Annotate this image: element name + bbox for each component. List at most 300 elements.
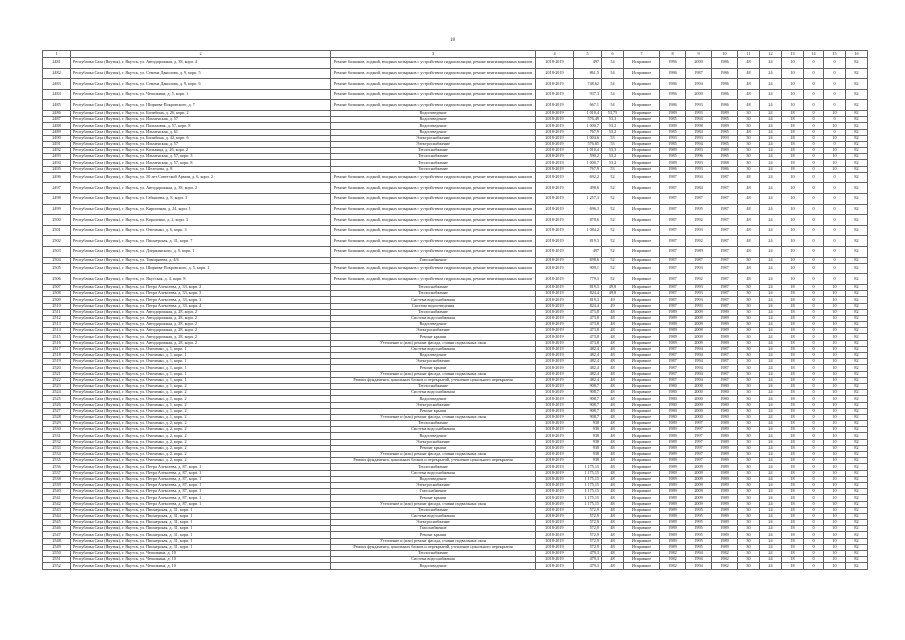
state-cell: Исправное: [624, 89, 660, 100]
value-cell: 82: [846, 148, 868, 154]
state-cell: Исправное: [624, 334, 660, 340]
year-cell: 1993: [686, 148, 712, 154]
year-cell: 1987: [712, 215, 738, 226]
value-cell: 0: [804, 476, 824, 482]
state-cell: Исправное: [624, 371, 660, 377]
work-type-cell: Ремонт балконов, лоджий, входных козырьков с устройством гидроизоляции, ремонт вентиляционных каналов: [331, 215, 536, 226]
row-number: 2499: [43, 204, 71, 215]
work-type-cell: Ремонт балконов, лоджий, входных козырьков с устройством гидроизоляции, ремонт вентиляционных каналов: [331, 194, 536, 205]
row-number: 2515: [43, 334, 71, 340]
value-cell: 48: [738, 89, 760, 100]
value-cell: 10: [824, 371, 846, 377]
value-cell: 10: [824, 303, 846, 309]
year-cell: 1982: [660, 557, 686, 563]
period-cell: 2018-2019: [536, 421, 574, 427]
value-cell: 30: [738, 154, 760, 160]
address-cell: Республика Саха (Якутия), г. Якутск, ул. Очиченко, д. 2, корп. 2: [71, 439, 331, 445]
value-cell: 18: [782, 513, 804, 519]
period-cell: 2018-2019: [536, 183, 574, 194]
period-cell: 2018-2019: [536, 346, 574, 352]
row-number: 2521: [43, 371, 71, 377]
area-cell: 48: [602, 452, 624, 458]
row-number: 2490: [43, 135, 71, 141]
cost-cell: 473,8: [574, 340, 602, 346]
value-cell: 24: [760, 89, 782, 100]
value-cell: 0: [824, 225, 846, 236]
cost-cell: 590,2: [574, 154, 602, 160]
value-cell: 30: [738, 377, 760, 383]
area-cell: 48: [602, 371, 624, 377]
value-cell: 30: [738, 458, 760, 464]
value-cell: 18: [782, 433, 804, 439]
year-cell: 2009: [686, 476, 712, 482]
year-cell: 1997: [686, 445, 712, 451]
year-cell: 1987: [712, 183, 738, 194]
address-cell: Республика Саха (Якутия), г. Якутск, ул. Чепалкина, д. 10: [71, 551, 331, 557]
state-cell: Исправное: [624, 489, 660, 495]
value-cell: 24: [760, 204, 782, 215]
row-number: 2509: [43, 297, 71, 303]
value-cell: 24: [760, 68, 782, 79]
value-cell: 24: [760, 183, 782, 194]
area-cell: 53: [602, 166, 624, 172]
year-cell: 1980: [660, 390, 686, 396]
value-cell: 18: [782, 445, 804, 451]
year-cell: 1987: [686, 194, 712, 205]
period-cell: 2018-2019: [536, 538, 574, 544]
value-cell: 18: [782, 340, 804, 346]
value-cell: 18: [782, 110, 804, 116]
work-type-cell: Водоотведение: [331, 563, 536, 569]
value-cell: 30: [738, 309, 760, 315]
year-cell: 1993: [686, 100, 712, 111]
year-cell: 1995: [686, 532, 712, 538]
address-cell: Республика Саха (Якутия), г. Якутск, ул. Очиченко, д. 1, корп. 1: [71, 346, 331, 352]
area-cell: 48: [602, 520, 624, 526]
address-cell: Республика Саха (Якутия), г. Якутск, ул. Ильменская, д. 57: [71, 141, 331, 147]
value-cell: 0: [804, 141, 824, 147]
year-cell: 1994: [686, 353, 712, 359]
cost-cell: 938: [574, 439, 602, 445]
value-cell: 82: [846, 470, 868, 476]
value-cell: 82: [846, 154, 868, 160]
year-cell: 1989: [712, 507, 738, 513]
year-cell: 1989: [660, 544, 686, 550]
year-cell: 1989: [712, 421, 738, 427]
value-cell: 10: [824, 160, 846, 166]
value-cell: 24: [760, 309, 782, 315]
area-cell: 53,3: [602, 148, 624, 154]
column-number-9: 9: [686, 51, 712, 58]
value-cell: 0: [804, 359, 824, 365]
area-cell: 48: [602, 433, 624, 439]
value-cell: 0: [804, 421, 824, 427]
table-row: [43, 100, 868, 111]
cost-cell: 938: [574, 427, 602, 433]
value-cell: 0: [804, 322, 824, 328]
value-cell: 10: [824, 148, 846, 154]
value-cell: 0: [804, 340, 824, 346]
value-cell: 10: [824, 482, 846, 488]
address-cell: Республика Саха (Якутия), г. Якутск, ул. Билибина, д. 26, корп. 2: [71, 110, 331, 116]
cost-cell: 938: [574, 445, 602, 451]
area-cell: 52: [602, 194, 624, 205]
value-cell: 18: [782, 476, 804, 482]
year-cell: 1993: [686, 135, 712, 141]
year-cell: 1989: [660, 315, 686, 321]
work-type-cell: Теплоснабжение: [331, 166, 536, 172]
value-cell: 18: [782, 297, 804, 303]
value-cell: 0: [804, 274, 824, 285]
state-cell: Исправное: [624, 495, 660, 501]
year-cell: 1997: [686, 452, 712, 458]
value-cell: 30: [738, 359, 760, 365]
period-cell: 2018-2019: [536, 322, 574, 328]
cost-cell: 909,1: [574, 263, 602, 274]
value-cell: 82: [846, 557, 868, 563]
address-cell: Республика Саха (Якутия), г. Якутск, ул. Пионерская, д. 31, корп. 7: [71, 236, 331, 247]
value-cell: 30: [738, 396, 760, 402]
year-cell: 1987: [712, 297, 738, 303]
area-cell: 48: [602, 408, 624, 414]
value-cell: 18: [782, 315, 804, 321]
year-cell: 1994: [686, 79, 712, 90]
value-cell: 10: [824, 377, 846, 383]
year-cell: 1993: [686, 291, 712, 297]
value-cell: 30: [738, 383, 760, 389]
column-number-4: 4: [536, 51, 574, 58]
year-cell: 1994: [686, 551, 712, 557]
value-cell: 48: [738, 204, 760, 215]
row-number: 2525: [43, 396, 71, 402]
work-type-cell: Утепление и (или) ремонт фасада, ставни подвальных окон: [331, 340, 536, 346]
year-cell: 1995: [686, 526, 712, 532]
work-type-cell: Газоснабжение: [331, 257, 536, 263]
value-cell: 82: [846, 452, 868, 458]
value-cell: 82: [846, 215, 868, 226]
state-cell: Исправное: [624, 507, 660, 513]
year-cell: 1993: [686, 160, 712, 166]
year-cell: 1995: [686, 507, 712, 513]
year-cell: 1989: [660, 123, 686, 129]
value-cell: 18: [782, 346, 804, 352]
address-cell: Республика Саха (Якутия), г. Якутск, ул. Очиченко, д. 1, корп. 2: [71, 383, 331, 389]
address-cell: Республика Саха (Якутия), г. Якутск, ул. Дзержинского, д. 9, корп. 1: [71, 247, 331, 258]
address-cell: Республика Саха (Якутия), г. Якутск, ул. Петра Алексеева, д. 87, корп. 1: [71, 489, 331, 495]
value-cell: 10: [824, 501, 846, 507]
value-cell: 82: [846, 544, 868, 550]
year-cell: 1986: [712, 89, 738, 100]
row-number: 2552: [43, 563, 71, 569]
year-cell: 1994: [686, 117, 712, 123]
value-cell: 24: [760, 433, 782, 439]
value-cell: 10: [824, 452, 846, 458]
work-type-cell: Электроснабжение: [331, 135, 536, 141]
value-cell: 82: [846, 383, 868, 389]
value-cell: 0: [824, 247, 846, 258]
state-cell: Исправное: [624, 129, 660, 135]
year-cell: 1980: [660, 414, 686, 420]
year-cell: 1987: [712, 377, 738, 383]
column-number-6: 6: [602, 51, 624, 58]
year-cell: 1987: [660, 346, 686, 352]
value-cell: 10: [824, 135, 846, 141]
value-cell: 24: [760, 482, 782, 488]
area-cell: 48: [602, 507, 624, 513]
address-cell: Республика Саха (Якутия), г. Якутск, ул. Кальвица, д. 26, корп. 2: [71, 148, 331, 154]
value-cell: 10: [782, 215, 804, 226]
cost-cell: 572,9: [574, 532, 602, 538]
cost-cell: 479,3: [574, 563, 602, 569]
row-number: 2518: [43, 353, 71, 359]
year-cell: 1994: [686, 346, 712, 352]
value-cell: 10: [824, 309, 846, 315]
state-cell: Исправное: [624, 346, 660, 352]
table-row: [43, 263, 868, 274]
value-cell: 18: [782, 390, 804, 396]
period-cell: 2018-2019: [536, 433, 574, 439]
value-cell: 0: [804, 247, 824, 258]
row-number: 2540: [43, 489, 71, 495]
period-cell: 2018-2019: [536, 135, 574, 141]
value-cell: 10: [824, 427, 846, 433]
value-cell: 0: [824, 204, 846, 215]
year-cell: 1987: [660, 297, 686, 303]
value-cell: 24: [760, 445, 782, 451]
value-cell: 10: [824, 340, 846, 346]
work-type-cell: Ремонт крыши: [331, 365, 536, 371]
year-cell: 1989: [660, 489, 686, 495]
period-cell: 2018-2019: [536, 476, 574, 482]
address-cell: Республика Саха (Якутия), г. Якутск, ул. Габышева, д. 8, корп. 3: [71, 194, 331, 205]
year-cell: 1989: [660, 427, 686, 433]
value-cell: 0: [824, 117, 846, 123]
value-cell: 30: [738, 166, 760, 172]
column-number-3: 3: [331, 51, 536, 58]
value-cell: 82: [846, 433, 868, 439]
address-cell: Республика Саха (Якутия), г. Якутск, ул. Чепалкина, д. 10: [71, 563, 331, 569]
value-cell: 18: [782, 458, 804, 464]
year-cell: 1993: [686, 263, 712, 274]
value-cell: 24: [760, 396, 782, 402]
area-cell: 53: [602, 135, 624, 141]
year-cell: 1987: [712, 284, 738, 290]
value-cell: 0: [824, 183, 846, 194]
value-cell: 0: [824, 236, 846, 247]
value-cell: 24: [760, 79, 782, 90]
year-cell: 1986: [712, 68, 738, 79]
value-cell: 0: [804, 263, 824, 274]
period-cell: 2018-2019: [536, 532, 574, 538]
address-cell: Республика Саха (Якутия), г. Якутск, ул. Пионерская, д. 31, корп. 1: [71, 538, 331, 544]
cost-cell: 497: [574, 58, 602, 69]
value-cell: 10: [782, 194, 804, 205]
year-cell: 2009: [686, 315, 712, 321]
year-cell: 2000: [686, 396, 712, 402]
year-cell: 2009: [686, 340, 712, 346]
row-number: 2524: [43, 390, 71, 396]
value-cell: 82: [846, 445, 868, 451]
period-cell: 2018-2019: [536, 79, 574, 90]
state-cell: Исправное: [624, 390, 660, 396]
year-cell: 1993: [686, 166, 712, 172]
value-cell: 24: [760, 274, 782, 285]
period-cell: 2018-2019: [536, 390, 574, 396]
value-cell: 10: [824, 346, 846, 352]
value-cell: 24: [760, 247, 782, 258]
value-cell: 0: [804, 194, 824, 205]
value-cell: 24: [760, 257, 782, 263]
value-cell: 30: [738, 439, 760, 445]
state-cell: Исправное: [624, 501, 660, 507]
value-cell: 18: [782, 353, 804, 359]
column-number-1: 1: [43, 51, 71, 58]
value-cell: 10: [824, 421, 846, 427]
value-cell: 82: [846, 322, 868, 328]
year-cell: 1989: [712, 482, 738, 488]
value-cell: 10: [824, 123, 846, 129]
value-cell: 30: [738, 284, 760, 290]
cost-cell: 482,4: [574, 371, 602, 377]
value-cell: 82: [846, 377, 868, 383]
year-cell: 1989: [660, 334, 686, 340]
value-cell: 30: [738, 390, 760, 396]
row-number: 2489: [43, 129, 71, 135]
address-cell: Республика Саха (Якутия), г. Якутск, ул. Очиченко, д. 2, корп. 2: [71, 452, 331, 458]
value-cell: 18: [782, 482, 804, 488]
value-cell: 24: [760, 297, 782, 303]
value-cell: 18: [782, 284, 804, 290]
address-cell: Республика Саха (Якутия), г. Якутск, ул. Ильменская, д. 61: [71, 129, 331, 135]
address-cell: Республика Саха (Якутия), г. Якутск, ул. Билибина, д. 42, корп. 6: [71, 135, 331, 141]
value-cell: 10: [824, 445, 846, 451]
value-cell: 30: [738, 464, 760, 470]
cost-cell: 1 175,15: [574, 501, 602, 507]
address-cell: Республика Саха (Якутия), г. Якутск, ул. Ильменская, д. 57, корп. 3: [71, 154, 331, 160]
work-type-cell: Водоотведение: [331, 353, 536, 359]
value-cell: 82: [846, 141, 868, 147]
row-number: 2522: [43, 377, 71, 383]
work-type-cell: Ремонт балконов, лоджий, входных козырьков с устройством гидроизоляции, ремонт вентиляционных каналов: [331, 247, 536, 258]
work-type-cell: Теплоснабжение: [331, 284, 536, 290]
value-cell: 0: [824, 58, 846, 69]
period-cell: 2018-2019: [536, 160, 574, 166]
state-cell: Исправное: [624, 309, 660, 315]
work-type-cell: Система водоснабжения: [331, 346, 536, 352]
value-cell: 18: [782, 377, 804, 383]
year-cell: 1987: [686, 68, 712, 79]
value-cell: 10: [782, 58, 804, 69]
year-cell: 1980: [660, 402, 686, 408]
year-cell: 1980: [660, 408, 686, 414]
row-number: 2492: [43, 148, 71, 154]
year-cell: 1982: [712, 557, 738, 563]
column-number-8: 8: [660, 51, 686, 58]
value-cell: 24: [760, 154, 782, 160]
year-cell: 1989: [712, 526, 738, 532]
cost-cell: 861,5: [574, 68, 602, 79]
value-cell: 24: [760, 544, 782, 550]
work-type-cell: Ремонт балконов, лоджий, входных козырьков с устройством гидроизоляции, ремонт вентиляционных каналов: [331, 89, 536, 100]
work-type-cell: Водоотведение: [331, 117, 536, 123]
year-cell: 1989: [660, 532, 686, 538]
year-cell: 1989: [660, 538, 686, 544]
work-type-cell: Ремонт крыши: [331, 445, 536, 451]
value-cell: 10: [824, 383, 846, 389]
row-number: 2510: [43, 303, 71, 309]
value-cell: 18: [782, 396, 804, 402]
value-cell: 0: [804, 110, 824, 116]
area-cell: 52: [602, 274, 624, 285]
area-cell: 48: [602, 396, 624, 402]
value-cell: 0: [804, 445, 824, 451]
area-cell: 48: [602, 482, 624, 488]
year-cell: 1992: [686, 236, 712, 247]
period-cell: 2018-2019: [536, 551, 574, 557]
address-cell: Республика Саха (Якутия), г. Якутск, ул. Петра Алексеева, д. 87, корп. 1: [71, 476, 331, 482]
state-cell: Исправное: [624, 291, 660, 297]
state-cell: Исправное: [624, 148, 660, 154]
year-cell: 1980: [712, 414, 738, 420]
value-cell: 0: [804, 414, 824, 420]
year-cell: 1989: [660, 433, 686, 439]
row-number: 2482: [43, 68, 71, 79]
address-cell: Республика Саха (Якутия), г. Якутск, ул. Ширяева-Покровского, д. 7: [71, 100, 331, 111]
period-cell: 2018-2019: [536, 520, 574, 526]
address-cell: Республика Саха (Якутия), г. Якутск, ул. Автодорожная, д. 28, корп. 2: [71, 334, 331, 340]
value-cell: 18: [782, 551, 804, 557]
year-cell: 1980: [712, 396, 738, 402]
row-number: 2537: [43, 470, 71, 476]
row-number: 2505: [43, 263, 71, 274]
address-cell: Республика Саха (Якутия), г. Якутск, ул. Пионерская, д. 31, корп. 1: [71, 520, 331, 526]
address-cell: Республика Саха (Якутия), г. Якутск, ул. Автодорожная, д. 38, корп. 2: [71, 183, 331, 194]
year-cell: 1986: [712, 166, 738, 172]
value-cell: 24: [760, 263, 782, 274]
period-cell: 2018-2019: [536, 402, 574, 408]
state-cell: Исправное: [624, 166, 660, 172]
value-cell: 30: [738, 470, 760, 476]
row-number: 2535: [43, 458, 71, 464]
value-cell: 0: [824, 263, 846, 274]
cost-cell: 696,3: [574, 204, 602, 215]
state-cell: Исправное: [624, 257, 660, 263]
value-cell: 10: [782, 68, 804, 79]
value-cell: 10: [782, 263, 804, 274]
value-cell: 30: [738, 353, 760, 359]
row-number: 2493: [43, 154, 71, 160]
address-cell: Республика Саха (Якутия), г. Якутск, ул. Очиченко, д. 2, корп. 2: [71, 427, 331, 433]
value-cell: 18: [782, 334, 804, 340]
value-cell: 10: [824, 408, 846, 414]
row-number: 2497: [43, 183, 71, 194]
address-cell: Республика Саха (Якутия), г. Якутск, ул. Петра Алексеева, д. 33, корп. 2: [71, 284, 331, 290]
value-cell: 30: [738, 532, 760, 538]
address-cell: Республика Саха (Якутия), г. Якутск, ул. Пионерская, д. 31, корп. 1: [71, 526, 331, 532]
value-cell: 18: [782, 470, 804, 476]
cost-cell: 473,8: [574, 328, 602, 334]
row-number: 2498: [43, 194, 71, 205]
row-number: 2538: [43, 476, 71, 482]
row-number: 2502: [43, 236, 71, 247]
value-cell: 10: [824, 297, 846, 303]
year-cell: 1993: [686, 225, 712, 236]
area-cell: 48: [602, 359, 624, 365]
value-cell: 0: [804, 79, 824, 90]
state-cell: Исправное: [624, 427, 660, 433]
year-cell: 1987: [712, 204, 738, 215]
work-type-cell: Ремонт балконов, лоджий, входных козырьков с устройством гидроизоляции, ремонт вентиляционных каналов: [331, 100, 536, 111]
